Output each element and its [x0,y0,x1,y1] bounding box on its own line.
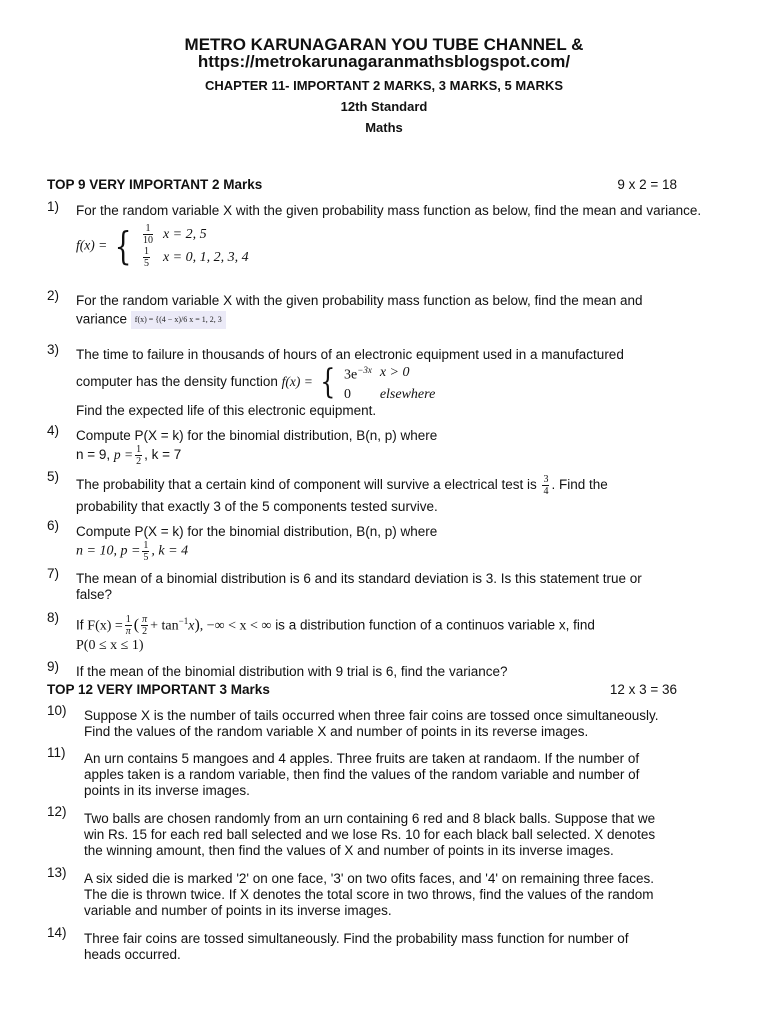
question-number: 11) [47,745,66,760]
question-number: 3) [47,342,60,357]
question-number: 10) [47,703,67,718]
question-number: 4) [47,423,60,438]
formula-image: f(x) = {(4 − x)/6 x = 1, 2, 3 [131,311,226,329]
question-number: 9) [47,659,60,674]
section-title: TOP 12 VERY IMPORTANT 3 Marks [47,682,270,697]
question-6: Compute P(X = k) for the binomial distribution, B(n, p) where n = 10, p = $\frac{1}{5}$ , k = 4 [76,524,438,563]
question-number: 5) [47,469,60,484]
header-line-1: METRO KARUNAGARAN YOU TUBE CHANNEL & [184,35,584,54]
question-10: Suppose X is the number of tails occurred when three fair coins are tossed once simultaneously. Find the values of the random variable X and number of points in its reverse images. [84,708,659,739]
section-heading-3-marks [47,682,723,697]
question-14: Three fair coins are tossed simultaneously. Find the probability mass function for number of heads occurred. [84,931,629,962]
question-number: 14) [47,925,67,940]
question-3: The time to failure in thousands of hours of an electronic equipment used in a manufactured computer has the density function f(x) = { $3e^{-3x}$ x > 0 0 elsewhere Find the expected life of this electronic equipment. [76,347,624,418]
section-marks: 9 x 2 = 18 [617,177,677,192]
question-number: 8) [47,610,60,625]
question-12: Two balls are chosen randomly from an urn containing 6 red and 8 black balls. Suppose that we win Rs. 15 for each red ball selected and we lose Rs. 10 for each black ball selected. X denotes the winning amount, then find the values of X and number of points in its inverse images. [84,811,656,858]
chapter-title: CHAPTER 11- IMPORTANT 2 MARKS, 3 MARKS, 5 MARKS [204,78,563,93]
question-number: 13) [47,865,67,880]
header-url: https://metrokarunagaranmathsblogspot.com/ [197,52,571,71]
subject-label: Maths [365,120,403,135]
question-8: If F(x) = $\frac{1}{\pi}$ ( $\frac{\pi}{2}$ + $\tan^{-1}x$), −∞ < x < ∞ is a distribution function of a continuos variable x, find P(0 ≤ x ≤ 1) [76,614,595,654]
question-number: 1) [47,199,60,214]
section-heading-2-marks [47,177,723,192]
question-2: For the random variable X with the given probability mass function as below, find the mean and variance f(x) = {(4 − x)/6 x = 1, 2, 3 [76,293,716,329]
standard-label: 12th Standard [340,99,428,114]
section-title: TOP 9 VERY IMPORTANT 2 Marks [47,177,263,192]
question-4: Compute P(X = k) for the binomial distribution, B(n, p) where n = 9, p = $\frac{1}{2}$ , k = 7 [76,428,438,467]
question-number: 7) [47,566,60,581]
question-9: If the mean of the binomial distribution with 9 trial is 6, find the variance? [76,664,508,679]
question-number: 2) [47,288,60,303]
question-number: 12) [47,804,67,819]
question-5: The probability that a certain kind of component will survive a electrical test is $\frac{3}{4}$ . Find the probability that exactly 3 of the 5 components tested survive. [76,474,608,514]
question-number: 6) [47,518,60,533]
question-7: The mean of a binomial distribution is 6 and its standard deviation is 3. Is this statement true or false? [76,571,642,602]
section-marks: 12 x 3 = 36 [609,682,677,697]
question-11: An urn contains 5 mangoes and 4 apples. Three fruits are taken at randaom. If the number of apples taken is a random variable, then find the values of the random variable and number of points in its inverse images. [84,751,640,798]
question-1 [76,203,716,269]
question-text: For the random variable X with the given probability mass function as below, find the mean and variance. [76,203,702,218]
pmf-formula: f(x) = { $\frac{1}{10}$ x = 2, 5 $\frac{1}{5}$ x = 0, 1, 2, 3, 4 [76,223,249,269]
question-13: A six sided die is marked '2' on one face, '3' on two ofits faces, and '4' on remaining three faces. The die is thrown twice. If X denotes the total score in two throws, find the values of the random variable and number of points in its inverse images. [84,871,655,918]
